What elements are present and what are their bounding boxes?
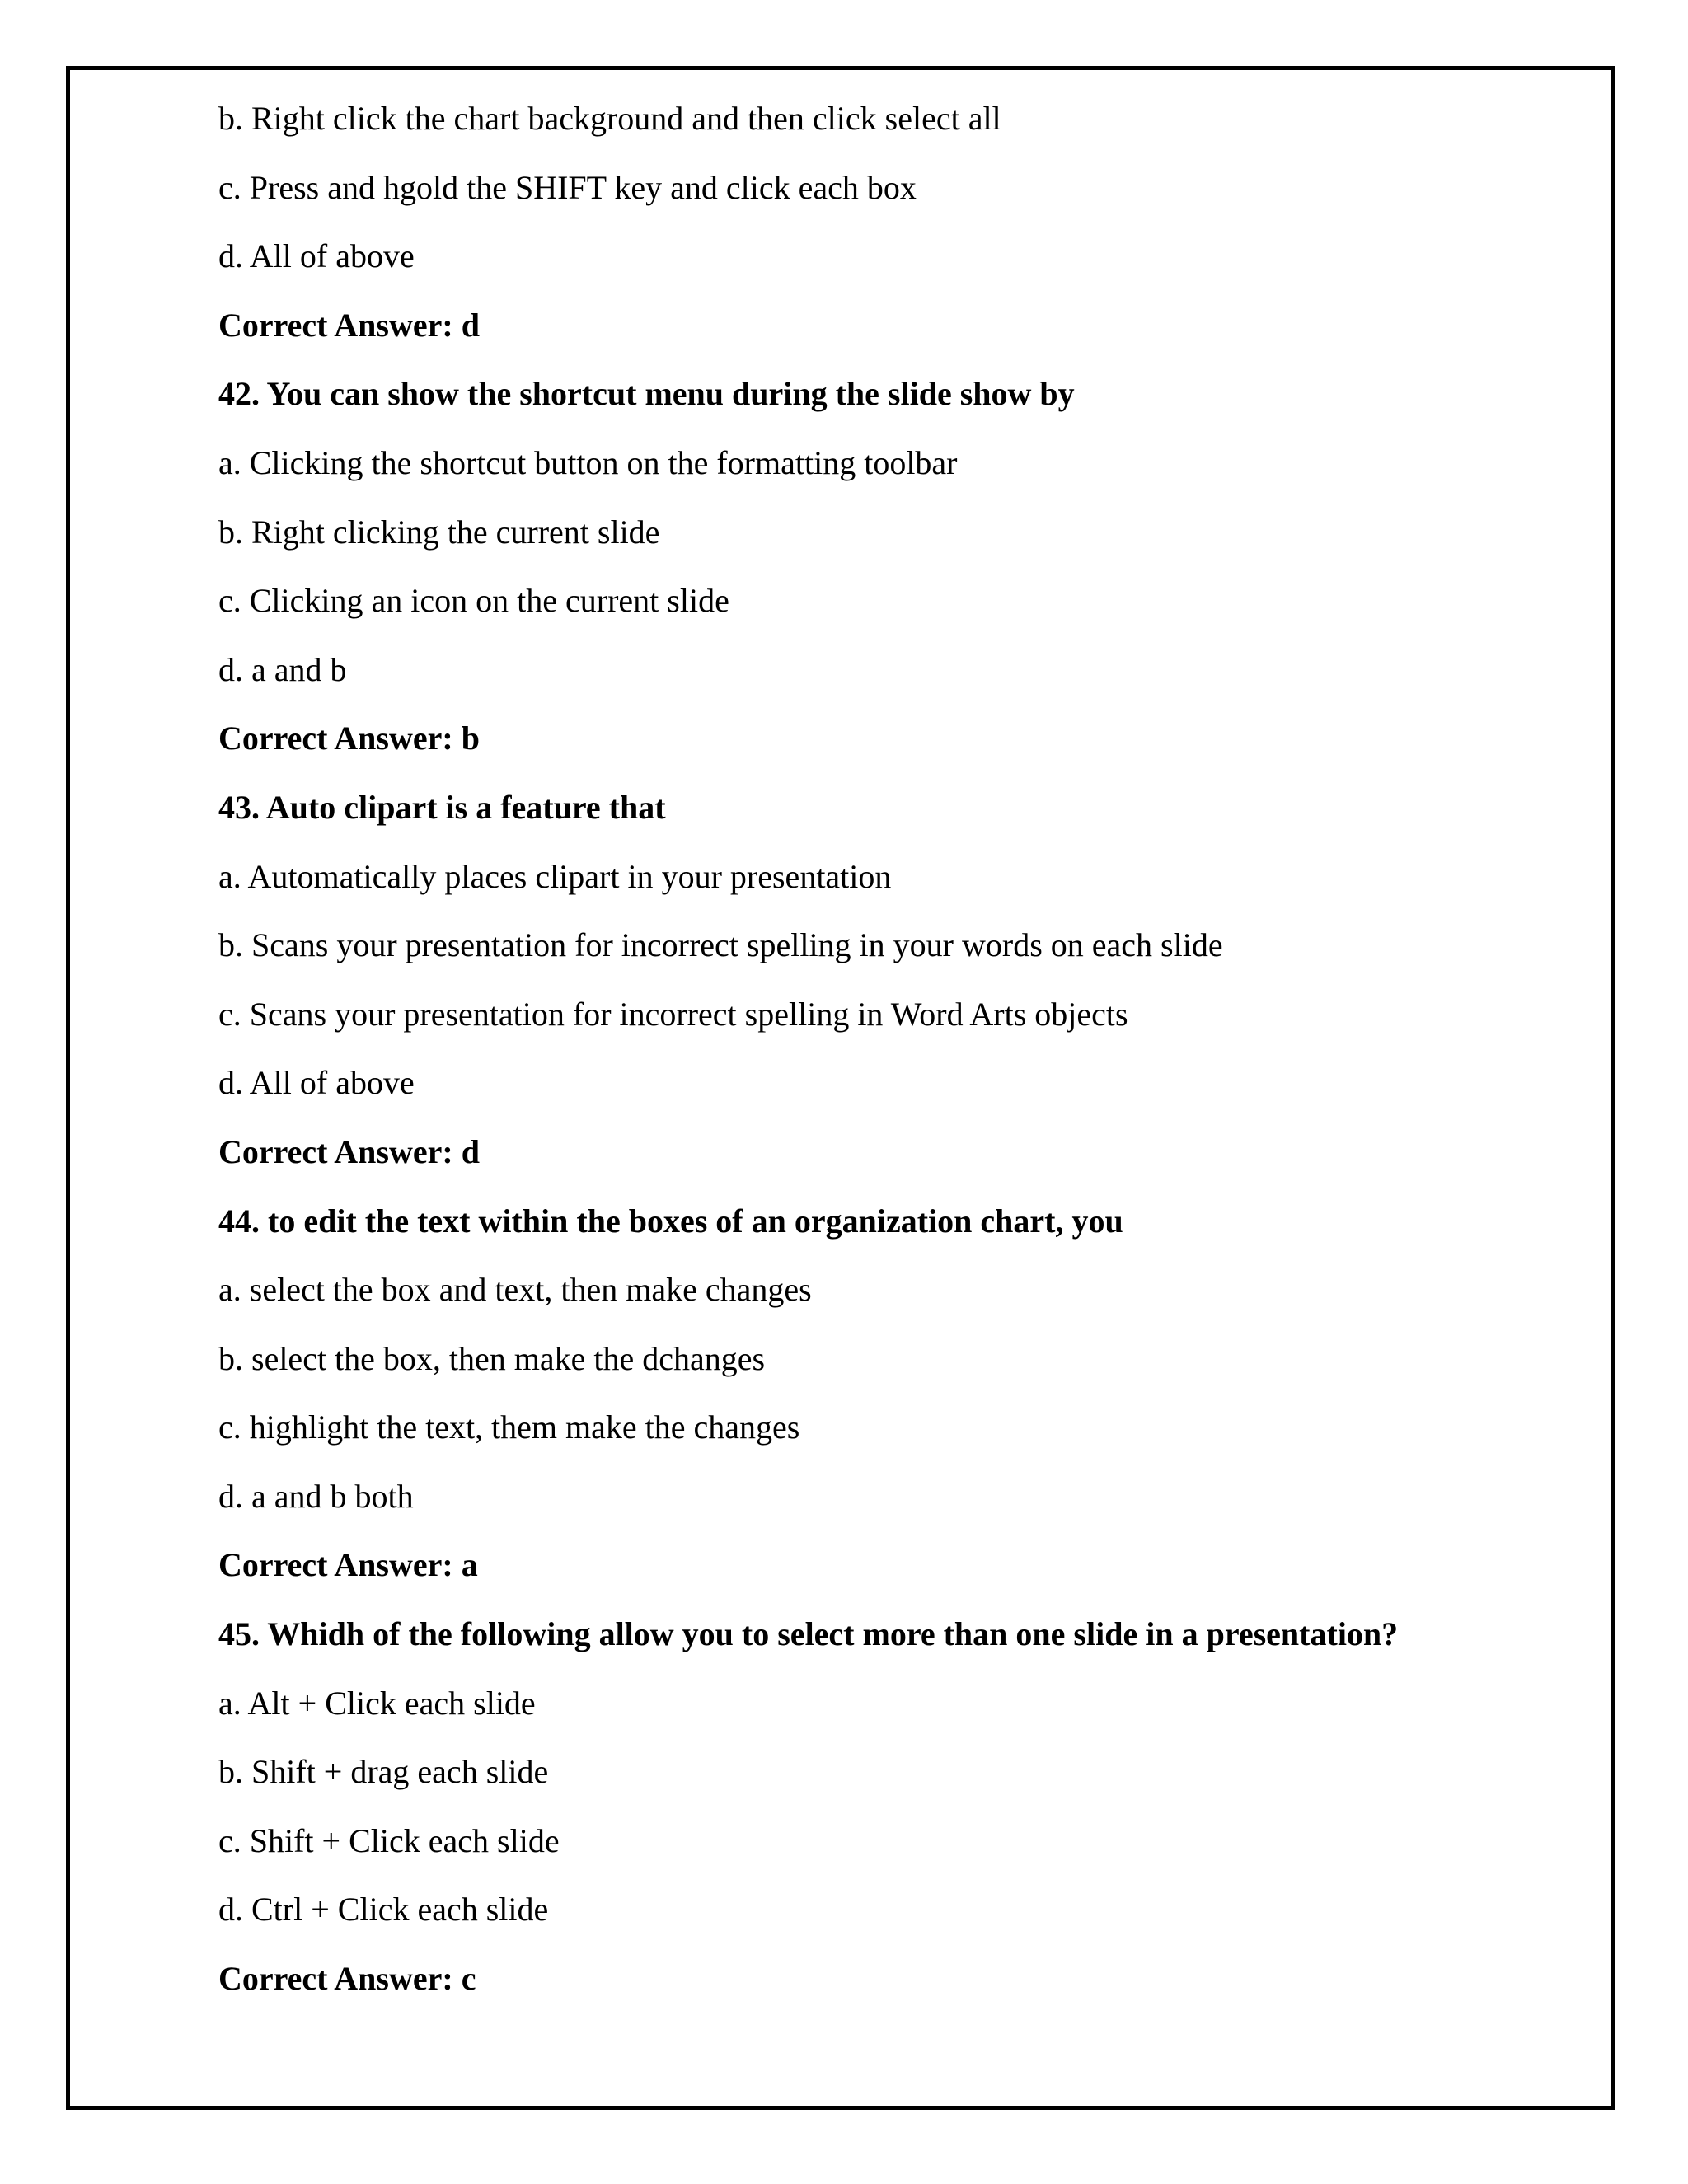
option-line: b. Scans your presentation for incorrect spelling in your words on each slide <box>218 926 1223 964</box>
option-line: a. Clicking the shortcut button on the formatting toolbar <box>218 443 958 481</box>
option-line: b. Right click the chart background and then click select all <box>218 100 1001 137</box>
option-line: d. a and b both <box>218 1477 414 1515</box>
option-line: c. Clicking an icon on the current slide <box>218 582 729 620</box>
option-line: d. a and b <box>218 650 347 688</box>
correct-answer-line: Correct Answer: d <box>218 306 480 344</box>
option-line: d. Ctrl + Click each slide <box>218 1891 549 1929</box>
option-line: d. All of above <box>218 1064 415 1102</box>
question-heading: 43. Auto clipart is a feature that <box>218 788 666 826</box>
option-line: a. Alt + Click each slide <box>218 1684 536 1722</box>
correct-answer-line: Correct Answer: b <box>218 719 480 757</box>
quiz-content <box>218 94 1587 2023</box>
option-line: c. Scans your presentation for incorrect spelling in Word Arts objects <box>218 995 1128 1033</box>
correct-answer-line: Correct Answer: a <box>218 1546 478 1584</box>
option-line: d. All of above <box>218 237 415 275</box>
correct-answer-line: Correct Answer: d <box>218 1132 480 1170</box>
option-line: b. Shift + drag each slide <box>218 1753 549 1791</box>
option-line: c. Press and hgold the SHIFT key and click each box <box>218 168 917 206</box>
option-line: b. Right clicking the current slide <box>218 513 660 551</box>
option-line: a. Automatically places clipart in your presentation <box>218 857 892 895</box>
question-heading: 44. to edit the text within the boxes of an organization chart, you <box>218 1202 1123 1240</box>
correct-answer-line: Correct Answer: c <box>218 1960 476 1998</box>
option-line: a. select the box and text, then make changes <box>218 1271 812 1309</box>
question-heading: 42. You can show the shortcut menu during the slide show by <box>218 375 1075 413</box>
question-heading: 45. Whidh of the following allow you to select more than one slide in a presentation? <box>218 1615 1399 1653</box>
option-line: b. select the box, then make the dchanges <box>218 1339 766 1377</box>
option-line: c. highlight the text, them make the changes <box>218 1408 800 1446</box>
option-line: c. Shift + Click each slide <box>218 1821 560 1859</box>
